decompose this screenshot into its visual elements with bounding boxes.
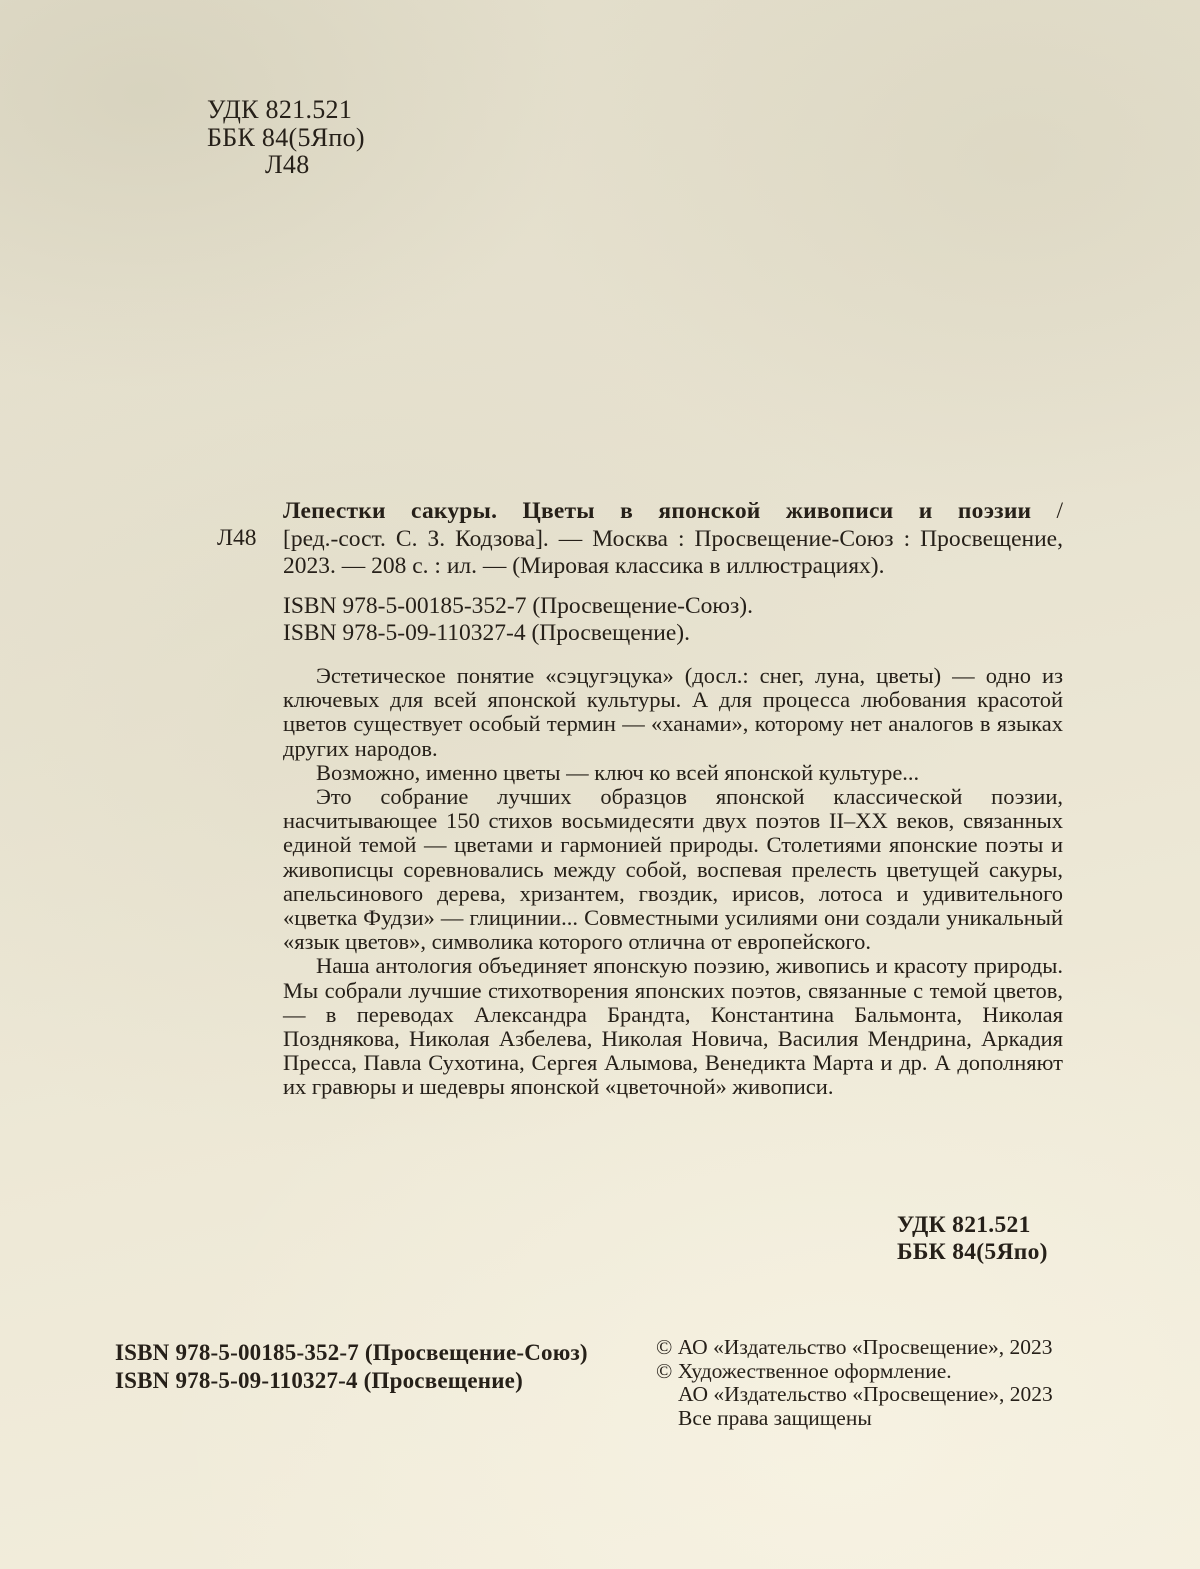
catalog-codes-bottom [897, 1212, 1048, 1266]
annotation-block [283, 664, 1063, 1100]
bib-collation-line: 2023. — 208 с. : ил. — (Мировая классика в иллюстрациях). [283, 553, 885, 579]
bbk-code-bottom: ББК 84(5Япо) [897, 1239, 1048, 1265]
author-sign-entry: Л48 [217, 525, 257, 551]
book-title: Лепестки сакуры. Цветы в японской живописи и поэзии [283, 498, 1032, 524]
bib-imprint-line: [ред.-сост. С. З. Кодзова]. — Москва : Просвещение-Союз : Просвещение, [283, 525, 1063, 552]
copyright-rights: Все права защищены [678, 1405, 872, 1430]
udk-code-top: УДК 821.521 [207, 95, 353, 124]
annotation-paragraph: Наша антология объединяет японскую поэзию, живопись и красоту природы. Мы собрали лучшие стихотворения японских поэтов, связанные с темой цветов, — в переводах Александра Брандта, Константина Бальмонта, Николая Позднякова, Николая Азбелева, Николая Новича, Василия Мендрина, Аркадия Пресса, Павла Сухотина, Сергея Алымова, Венедикта Марта и др. А дополняют их гравюры и шедевры японской «цветочной» живописи. [283, 953, 1063, 1100]
bbk-code-top: ББК 84(5Япо) [207, 122, 365, 152]
copyright-publisher-2: АО «Издательство «Просвещение», 2023 [678, 1382, 1053, 1407]
copyright-block [656, 1336, 1053, 1430]
copyright-publisher: © АО «Издательство «Просвещение», 2023 [656, 1335, 1053, 1359]
catalog-codes-top [207, 96, 365, 179]
udk-code-bottom: УДК 821.521 [897, 1212, 1031, 1238]
annotation-paragraph: Эстетическое понятие «сэцугэцука» (досл.: снег, луна, цветы) — одно из ключевых для всей японской культуры. А для процесса любования красотой цветов существует особый термин — «ханами», которому нет аналогов в языках других народов. [283, 663, 1063, 761]
isbn-line-prosv: ISBN 978-5-09-110327-4 (Просвещение). [283, 619, 690, 646]
annotation-paragraph: Это собрание лучших образцов японской классической поэзии, насчитывающее 150 стихов восьмидесяти двух поэтов II–XX веков, связанных единой темой — цветами и гармонией природы. Столетиями японские поэты и живописцы соревновались между собой, воспевая прелесть цветущей сакуры, апельсинового дерева, хризантем, гвоздик, ирисов, лотоса и удивительного «цветка Фудзи» — глицинии... Совместными усилиями они создали уникальный «язык цветов», символика которого отлична от европейского. [283, 784, 1063, 955]
title-slash: / [1056, 498, 1064, 524]
isbn-block-footer [115, 1339, 588, 1394]
author-sign-top: Л48 [265, 150, 310, 179]
bib-title-line [283, 498, 1063, 526]
footer-isbn-prosv: ISBN 978-5-09-110327-4 (Просвещение) [115, 1367, 523, 1393]
annotation-paragraph: Возможно, именно цветы — ключ ко всей японской культуре... [316, 759, 920, 785]
footer-isbn-union: ISBN 978-5-00185-352-7 (Просвещение-Союз) [115, 1340, 588, 1365]
bibliographic-entry [217, 498, 1064, 647]
isbn-block-middle [283, 593, 1063, 647]
isbn-line-union: ISBN 978-5-00185-352-7 (Просвещение-Союз). [283, 592, 753, 619]
copyright-design: © Художественное оформление. [656, 1358, 952, 1383]
